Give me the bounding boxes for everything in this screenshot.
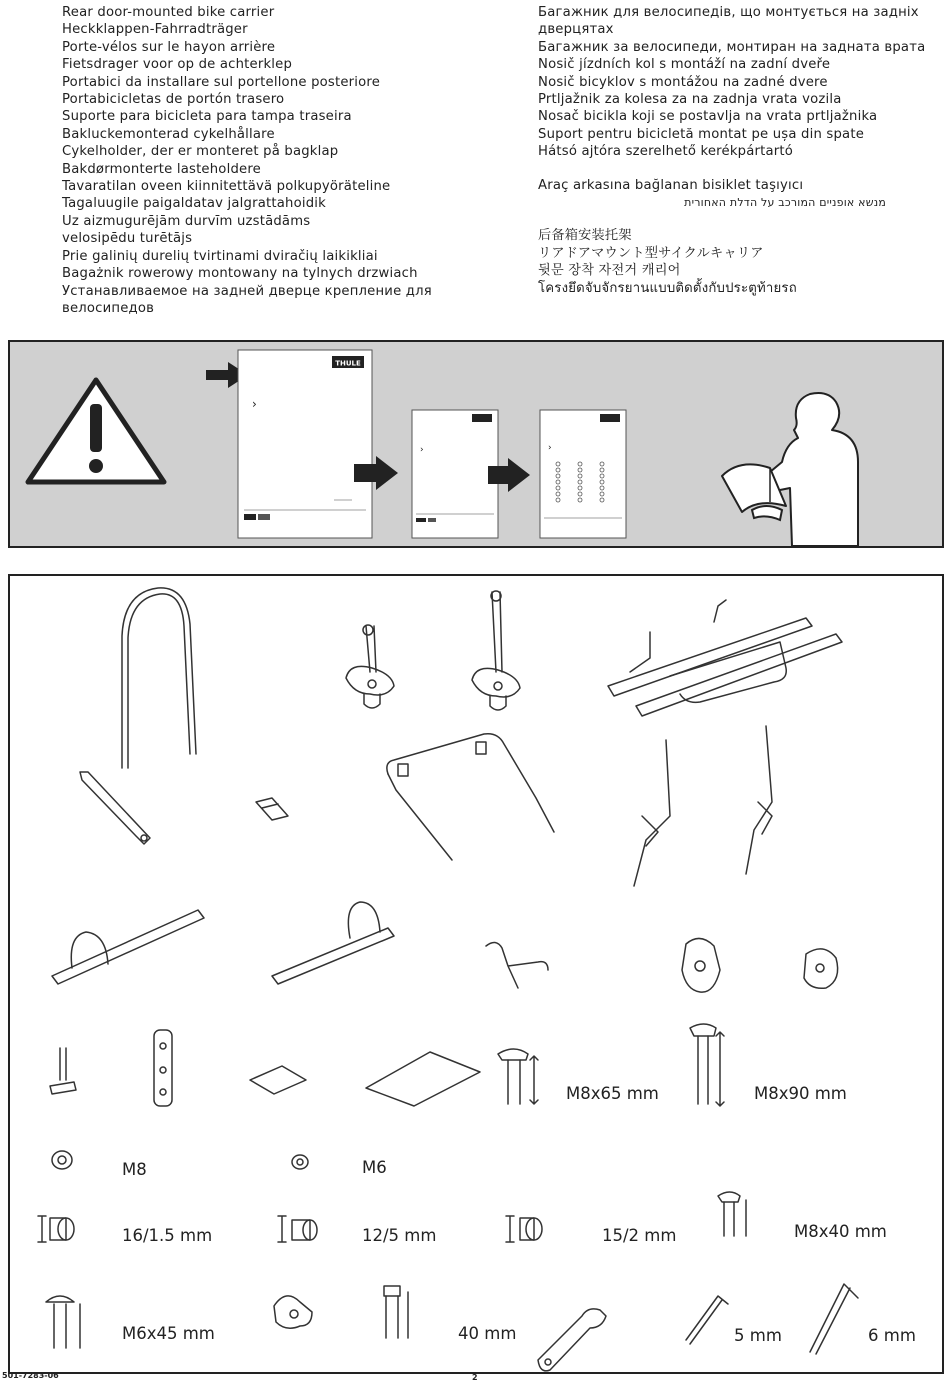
titles_left-line: Uz aizmugurējām durvīm uzstādāms (62, 213, 311, 229)
manual-medium (412, 410, 498, 538)
parts-overview (8, 574, 944, 1374)
washer-12-part (278, 1216, 317, 1242)
socket-bolt-40-part (384, 1286, 408, 1338)
titles_left-line: Bakdørmonterte lasteholdere (62, 161, 261, 177)
titles_left-line: Suporte para bicicleta para tampa traseira (62, 109, 352, 125)
titles_right_c-line: 뒷문 장착 자전거 캐리어 (538, 263, 681, 279)
titles_left-line: Prie galinių durelių tvirtinami dviračių laikikliai (62, 248, 378, 264)
nut-m8-part (52, 1151, 72, 1169)
titles_left-line: Bakluckemonterad cykelhållare (62, 126, 275, 142)
strap-buckle-part (154, 1030, 172, 1106)
label-m6: M6 (362, 1158, 387, 1177)
titles_right_c-line: リアドアマウント型サイクルキャリア (538, 245, 764, 261)
wheel-tray-long-part (272, 902, 394, 984)
titles_right_a-line: Hátsó ajtóra szerelhető kerékpártartó (538, 144, 794, 160)
titles_left-line: Bagażnik rowerowy montowany na tylnych drzwiach (62, 266, 418, 282)
label-m8x65: M8x65 mm (566, 1084, 659, 1103)
titles_right_a-line: Suport pentru bicicletă montat pe ușa din spate (538, 126, 865, 142)
titles_right_a-line: Nosič jízdních kol s montáží na zadní dveře (538, 57, 831, 73)
support-arm-part (80, 772, 150, 844)
label-m6x45: M6x45 mm (122, 1324, 215, 1343)
warning-triangle-icon (28, 380, 164, 482)
wheel-holder-long-part (472, 591, 520, 710)
t-bolt-part (50, 1048, 76, 1094)
label-washer-12: 12/5 mm (362, 1226, 437, 1245)
person-reading-icon (722, 393, 858, 546)
title-list-left (62, 4, 482, 317)
rubber-pad-small-part (250, 1066, 306, 1094)
nut-m6-part (292, 1155, 308, 1169)
wheel-tray-short-part (52, 910, 204, 984)
titles_right_a-line: Багажник за велосипеди, монтиран на задната врата (538, 39, 926, 55)
star-knob-part (274, 1296, 312, 1328)
manual-small (540, 410, 626, 538)
spanner-part (538, 1309, 606, 1371)
locking-knob-part (682, 938, 720, 992)
document-number: 501-7283-06 (2, 1371, 59, 1380)
carriage-bolt-m6x45-part (46, 1296, 80, 1348)
label-hex-6: 6 mm (868, 1326, 916, 1345)
titles_left-line: велосипедов (62, 300, 155, 316)
titles_right_a-line: дверцятах (538, 22, 614, 38)
titles_left-line: Cykelholder, der er monteret på bagklap (62, 144, 339, 160)
label-m8: M8 (122, 1160, 147, 1179)
manual-large (238, 350, 372, 538)
tailgate-hook-right-part (746, 726, 772, 874)
washer-16-part (38, 1216, 74, 1242)
svg-text:›: › (548, 443, 552, 453)
label-washer-15: 15/2 mm (602, 1226, 677, 1245)
bolt-m8x90-part (690, 1024, 724, 1106)
read-instructions-banner (8, 340, 944, 548)
washer-15-part (506, 1216, 542, 1242)
label-m8x40: M8x40 mm (794, 1222, 887, 1241)
lower-frame-part (387, 734, 554, 860)
wheel-holder-short-part (346, 625, 394, 708)
titles_left-line: Portabicicletas de portón trasero (62, 92, 285, 108)
titles_right_b-line: Araç arkasına bağlanan bisiklet taşıyıcı (538, 177, 804, 193)
titles_right_a-line: Nosič bicyklov s montážou na zadné dvere (538, 74, 828, 90)
rubber-pad-large-part (366, 1052, 480, 1106)
brand-logo: THULE (335, 359, 361, 368)
bike-rail-assembly-part (608, 600, 842, 716)
label-hex-5: 5 mm (734, 1326, 782, 1345)
titles_left-line: Porte-vélos sur le hayon arrière (62, 39, 276, 55)
titles_left-line: Устанавливаемое на задней дверце крепление для (62, 283, 432, 299)
titles_left-line: Tagaluugile paigaldatav jalgrattahoidik (62, 196, 326, 212)
svg-text:›: › (252, 397, 257, 411)
titles_left-line: Rear door-mounted bike carrier (62, 5, 275, 20)
titles_right_c-line: 后备箱安装托架 (538, 228, 632, 244)
upper-frame-part (122, 588, 196, 768)
clip-part (256, 798, 288, 820)
label-m8x90: M8x90 mm (754, 1084, 847, 1103)
hex-key-6-part (810, 1284, 858, 1354)
titles_right_a-line: Prtljažnik za kolesa za na zadnja vrata vozila (538, 92, 842, 108)
tailgate-hook-left-part (634, 740, 670, 886)
titles_right_c-line: โครงยึดจับจักรยานแบบติดตั้งกับประตูท้ายรถ (538, 280, 797, 296)
page-number: 2 (472, 1373, 478, 1382)
titles_left-line: Portabici da installare sul portellone posteriore (62, 74, 381, 90)
titles_left-line: Fietsdrager voor op de achterklep (62, 57, 293, 73)
title-list-right (538, 4, 926, 297)
titles_left-line: velosipēdu turētājs (62, 231, 193, 247)
title-hebrew: מנשא אופניים המורכב על הדלת האחורית (684, 196, 886, 210)
rubber-stopper-part (804, 949, 838, 988)
bolt-m8x40-part (718, 1192, 746, 1236)
titles_left-line: Tavaratilan oveen kiinnitettävä polkupyöräteline (62, 179, 391, 195)
crank-handle-part (486, 942, 548, 988)
titles_right_a-line: Багажник для велосипедів, що монтується на задніх (538, 5, 919, 20)
titles_left-line: Heckklappen-Fahrradträger (62, 22, 248, 38)
label-washer-16: 16/1.5 mm (122, 1226, 213, 1245)
titles_right_a-line: Nosač bicikla koji se postavlja na vrata prtljažnika (538, 109, 878, 125)
svg-text:›: › (420, 445, 424, 455)
hex-key-5-part (686, 1296, 728, 1344)
bolt-m8x65-part (498, 1049, 538, 1104)
label-40mm: 40 mm (458, 1324, 517, 1343)
